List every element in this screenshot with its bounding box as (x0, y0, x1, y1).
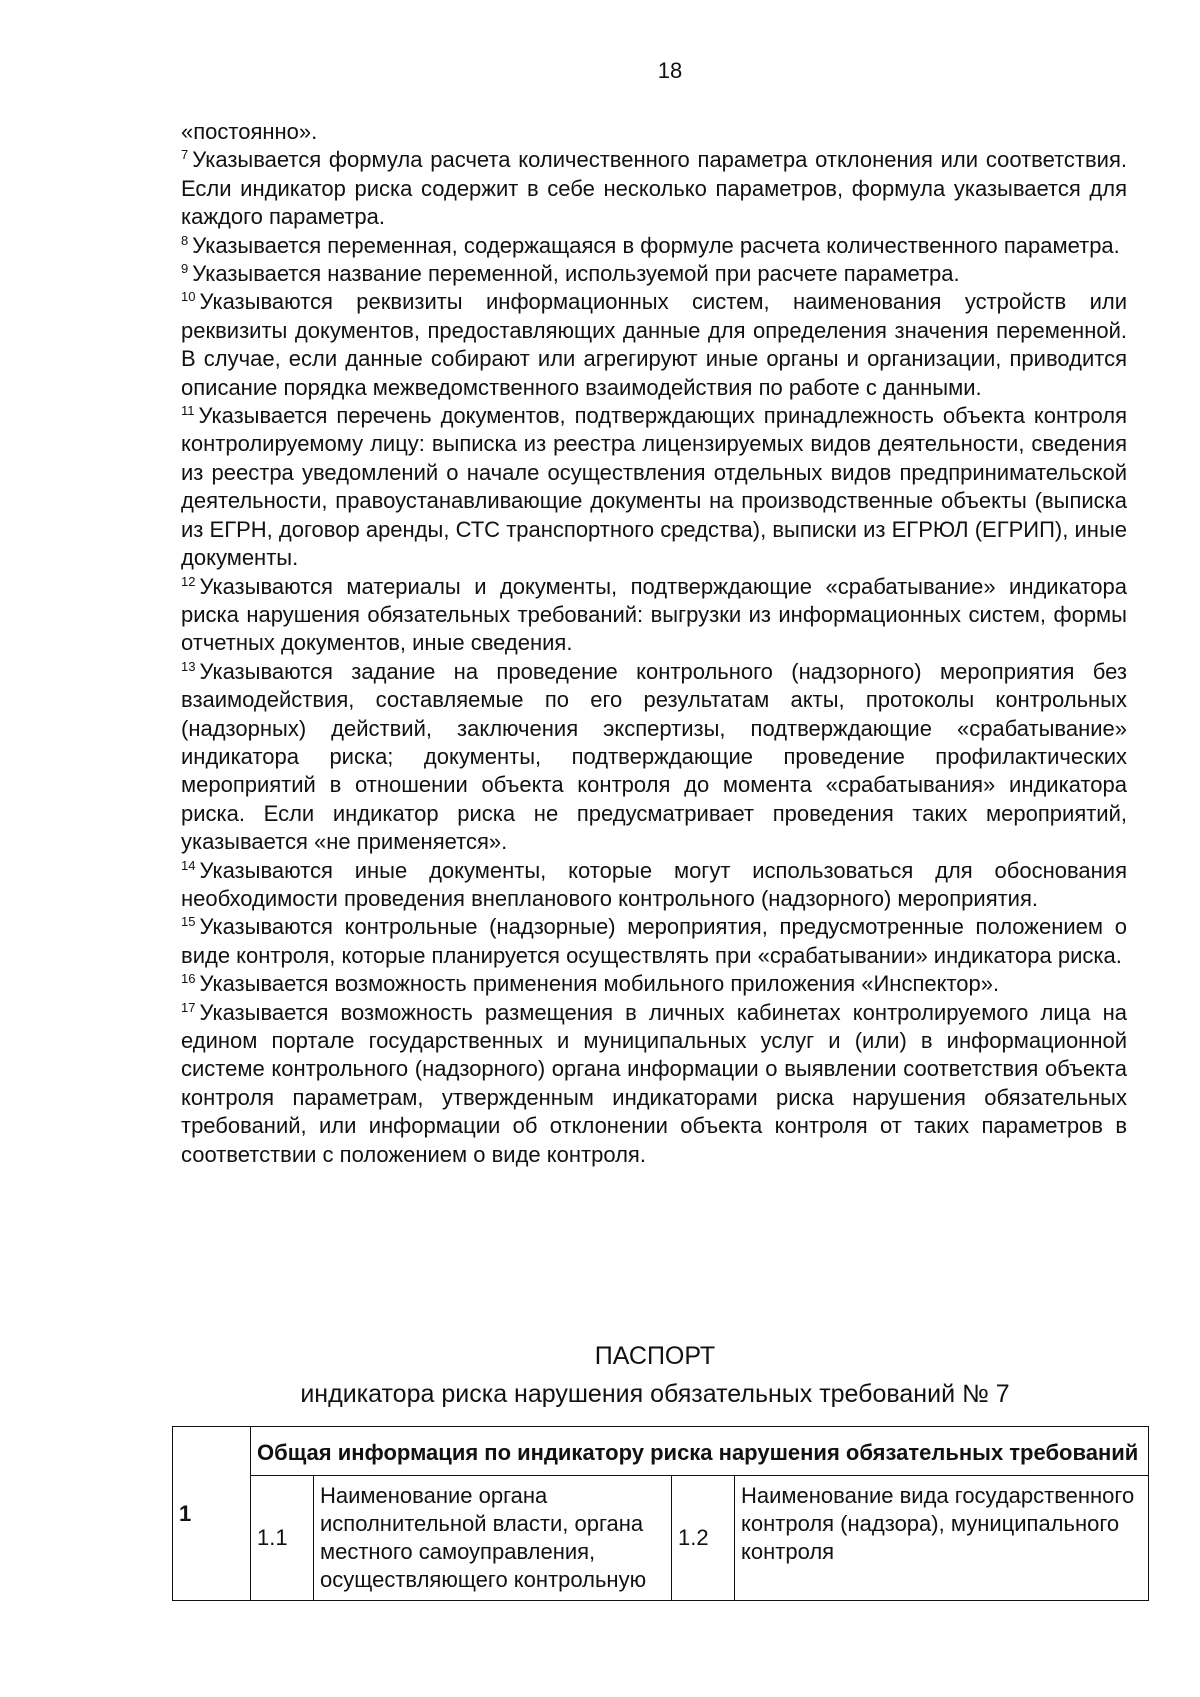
footnote-number: 13 (181, 658, 196, 674)
footnote-7 (181, 146, 1127, 231)
footnote-text: Указываются иные документы, которые могут использоваться для обоснования необходимости проведения внепланового контрольного (надзорного) мероприятия. (181, 857, 1127, 911)
footnote-text: Указывается перечень документов, подтверждающих принадлежность объекта контроля контролируемому лицу: выписка из реестра лицензируемых видов деятельности, сведения из реестра уведомлений о начале осуществления отдельных видов предпринимательской деятельности, правоустанавливающие документы на производственные объекты (выписка из ЕГРН, договор аренды, СТС транспортного средства), выписки из ЕГРЮЛ (ЕГРИП), иные документы. (181, 403, 1127, 571)
table-row (173, 1427, 1149, 1476)
cell-text: Наименование вида государственного контроля (надзора), муниципального контроля (735, 1476, 1149, 1601)
footnote-text: Указывается возможность размещения в личных кабинетах контролируемого лица на едином портале государственных и муниципальных услуг и (или) в информационной системе контрольного (надзорного) органа информации о выявлении соответствия объекта контроля параметрам, утвержденным индикаторами риска нарушения обязательных требований, или информации об отклонении объекта контроля от таких параметров в соответствии с положением о виде контроля. (181, 999, 1127, 1167)
footnote-text: Указывается возможность применения мобильного приложения «Инспектор». (199, 971, 1000, 997)
footnote-9 (181, 260, 1127, 288)
footnote-14 (181, 857, 1127, 914)
footnote-text: Указывается название переменной, используемой при расчете параметра. (192, 261, 960, 287)
footnote-number: 12 (181, 573, 196, 589)
passport-table (172, 1426, 1149, 1601)
footnote-11 (181, 402, 1127, 572)
footnote-8 (181, 232, 1127, 260)
footnote-continuation: «постоянно». (181, 119, 318, 144)
section-number: 1 (173, 1427, 251, 1601)
footnote-10 (181, 288, 1127, 402)
footnote-number: 9 (181, 261, 189, 277)
cell-text: Наименование органа исполнительной власти, органа местного самоуправления, осуществляющего контрольную (314, 1476, 672, 1601)
footnote-text: Указываются задание на проведение контрольного (надзорного) мероприятия без взаимодействия, составляемые по его результатам акты, протоколы контрольных (надзорных) действий, заключения экспертизы, подтверждающие «срабатывание» индикатора риска; документы, подтверждающие проведение профилактических мероприятий в отношении объекта контроля до момента «срабатывания» индикатора риска. Если индикатор риска не предусматривает проведения таких мероприятий, указывается «не применяется». (181, 658, 1127, 855)
footnote-12 (181, 573, 1127, 658)
cell-number: 1.1 (251, 1476, 314, 1601)
footnote-number: 16 (181, 971, 196, 987)
footnote-text: Указываются материалы и документы, подтверждающие «срабатывание» индикатора риска нарушения обязательных требований: выгрузки из информационных систем, формы отчетных документов, иные сведения. (181, 573, 1127, 656)
footnote-number: 8 (181, 232, 189, 248)
footnote-number: 15 (181, 914, 196, 930)
page-number: 18 (657, 58, 683, 83)
footnote-13 (181, 658, 1127, 857)
footnote-number: 10 (181, 289, 196, 305)
cell-number: 1.2 (672, 1476, 735, 1601)
footnote-15 (181, 913, 1127, 970)
footnotes (181, 118, 1127, 1169)
footnote-number: 17 (181, 999, 196, 1015)
passport-subtitle: индикатора риска нарушения обязательных требований № 7 (300, 1380, 1010, 1408)
footnote-number: 14 (181, 857, 196, 873)
footnote-text: Указываются реквизиты информационных систем, наименования устройств или реквизиты документов, предоставляющих данные для определения значения переменной. В случае, если данные собирают или агрегируют иные органы и организации, приводится описание порядка межведомственного взаимодействия по работе с данными. (181, 289, 1127, 400)
table-row (173, 1476, 1149, 1601)
footnote-number: 7 (181, 147, 189, 163)
passport-title: ПАСПОРТ (594, 1342, 716, 1370)
section-title: Общая информация по индикатору риска нарушения обязательных требований (251, 1427, 1149, 1476)
footnote-number: 11 (181, 403, 195, 419)
footnote-text: Указываются контрольные (надзорные) мероприятия, предусмотренные положением о виде контроля, которые планируется осуществлять при «срабатывании» индикатора риска. (181, 914, 1127, 968)
footnote-17 (181, 999, 1127, 1169)
footnote-text: Указывается переменная, содержащаяся в формуле расчета количественного параметра. (192, 232, 1120, 258)
footnote-16 (181, 970, 1127, 998)
footnote-text: Указывается формула расчета количественного параметра отклонения или соответствия. Если индикатор риска содержит в себе несколько параметров, формула указывается для каждого параметра. (181, 147, 1127, 230)
